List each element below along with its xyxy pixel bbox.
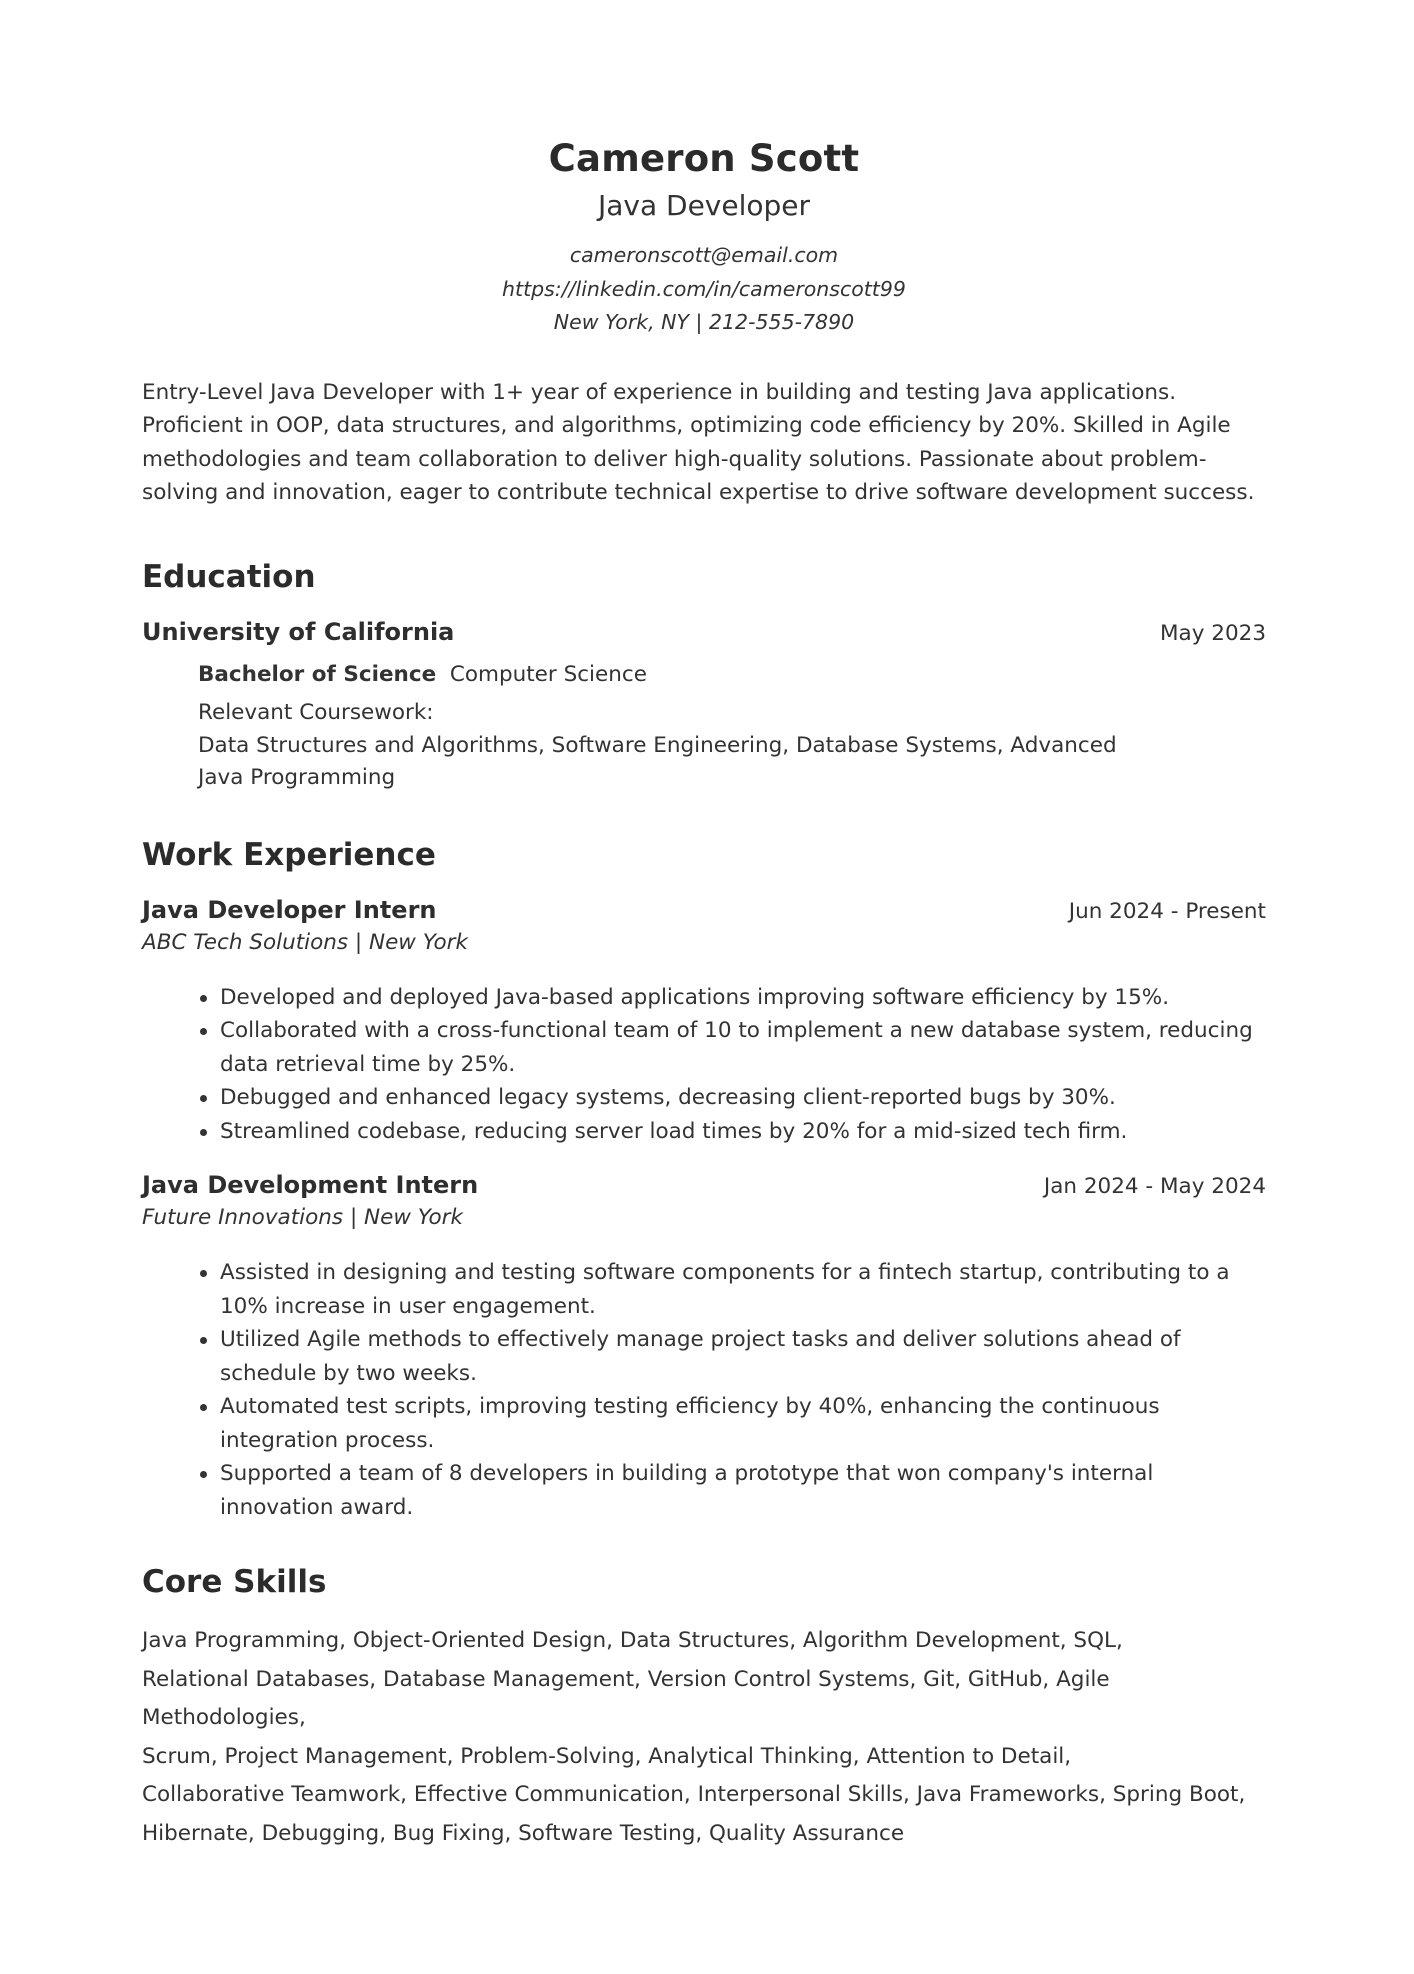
coursework-label: Relevant Coursework: [198, 700, 434, 725]
job-title: Java Development Intern [142, 1171, 479, 1199]
list-item: Supported a team of 8 developers in building a prototype that won company's internal innovation award. [220, 1457, 1266, 1524]
list-item: Assisted in designing and testing software components for a fintech startup, contributing to a 10% increase in user engagement. [220, 1256, 1266, 1323]
candidate-title: Java Developer [597, 189, 811, 222]
graduation-date: May 2023 [1160, 620, 1266, 646]
list-item: Utilized Agile methods to effectively manage project tasks and deliver solutions ahead of schedule by two weeks. [220, 1323, 1266, 1390]
list-item: Streamlined codebase, reducing server load times by 20% for a mid-sized tech firm. [220, 1115, 1266, 1149]
skills-block [142, 1622, 1266, 1853]
job-bullets [142, 1256, 1266, 1524]
email-text: cameronscott@email.com [569, 243, 839, 267]
resume-page [142, 0, 1266, 1853]
skills-line: Java Programming, Object-Oriented Design, Data Structures, Algorithm Development, SQL, [142, 1628, 1123, 1653]
job-entry-header [142, 1168, 1266, 1202]
skills-line: Hibernate, Debugging, Bug Fixing, Software Testing, Quality Assurance [142, 1820, 905, 1846]
company-location: Future Innovations | New York [142, 1205, 463, 1230]
job-dates: Jun 2024 - Present [1068, 898, 1266, 924]
skills-heading: Core Skills [142, 1564, 327, 1600]
skills-line: Collaborative Teamwork, Effective Communication, Interpersonal Skills, Java Frameworks, Spring Boot, [142, 1782, 1246, 1807]
job-entry [142, 1168, 1266, 1524]
job-entry-header [142, 893, 1266, 927]
education-heading: Education [142, 558, 316, 595]
job-title: Java Developer Intern [142, 895, 437, 924]
company-location: ABC Tech Solutions | New York [142, 929, 468, 955]
skills-line: Relational Databases, Database Management, Version Control Systems, Git, GitHub, Agile Methodologies, [142, 1666, 1110, 1730]
degree-name: Bachelor of Science [198, 661, 437, 687]
coursework-list: Data Structures and Algorithms, Software Engineering, Database Systems, Advanced Java Programming [198, 732, 1117, 790]
degree-major: Computer Science [449, 661, 647, 687]
degree-line [198, 659, 1266, 692]
summary-paragraph: Entry-Level Java Developer with 1+ year of experience in building and testing Java applications. Proficient in OOP, data structures, and algorithms, optimizing code efficiency by 20%. Skilled in Agile methodologies and team collaboration to deliver high-quality solutions. Passionate about problem-solving and innovation, eager to contribute technical expertise to drive software development success. [142, 379, 1255, 505]
skills-line: Scrum, Project Management, Problem-Solving, Analytical Thinking, Attention to Detail, [142, 1743, 1072, 1769]
job-entry [142, 893, 1266, 1149]
education-entry-header [142, 615, 1266, 649]
location-phone-text: New York, NY | 212-555-7890 [553, 310, 855, 334]
candidate-name: Cameron Scott [548, 137, 860, 180]
list-item: Developed and deployed Java-based applications improving software efficiency by 15%. [220, 981, 1266, 1015]
list-item: Automated test scripts, improving testing efficiency by 40%, enhancing the continuous integration process. [220, 1390, 1266, 1457]
resume-header [142, 0, 1266, 340]
job-dates: Jan 2024 - May 2024 [1043, 1174, 1266, 1199]
list-item: Debugged and enhanced legacy systems, decreasing client-reported bugs by 30%. [220, 1081, 1266, 1115]
linkedin-text: https://linkedin.com/in/cameronscott99 [502, 276, 906, 301]
list-item: Collaborated with a cross-functional team of 10 to implement a new database system, reducing data retrieval time by 25%. [220, 1014, 1266, 1081]
school-name: University of California [142, 617, 455, 646]
experience-heading: Work Experience [142, 836, 436, 873]
contact-block [142, 239, 1266, 340]
job-bullets [142, 981, 1266, 1149]
